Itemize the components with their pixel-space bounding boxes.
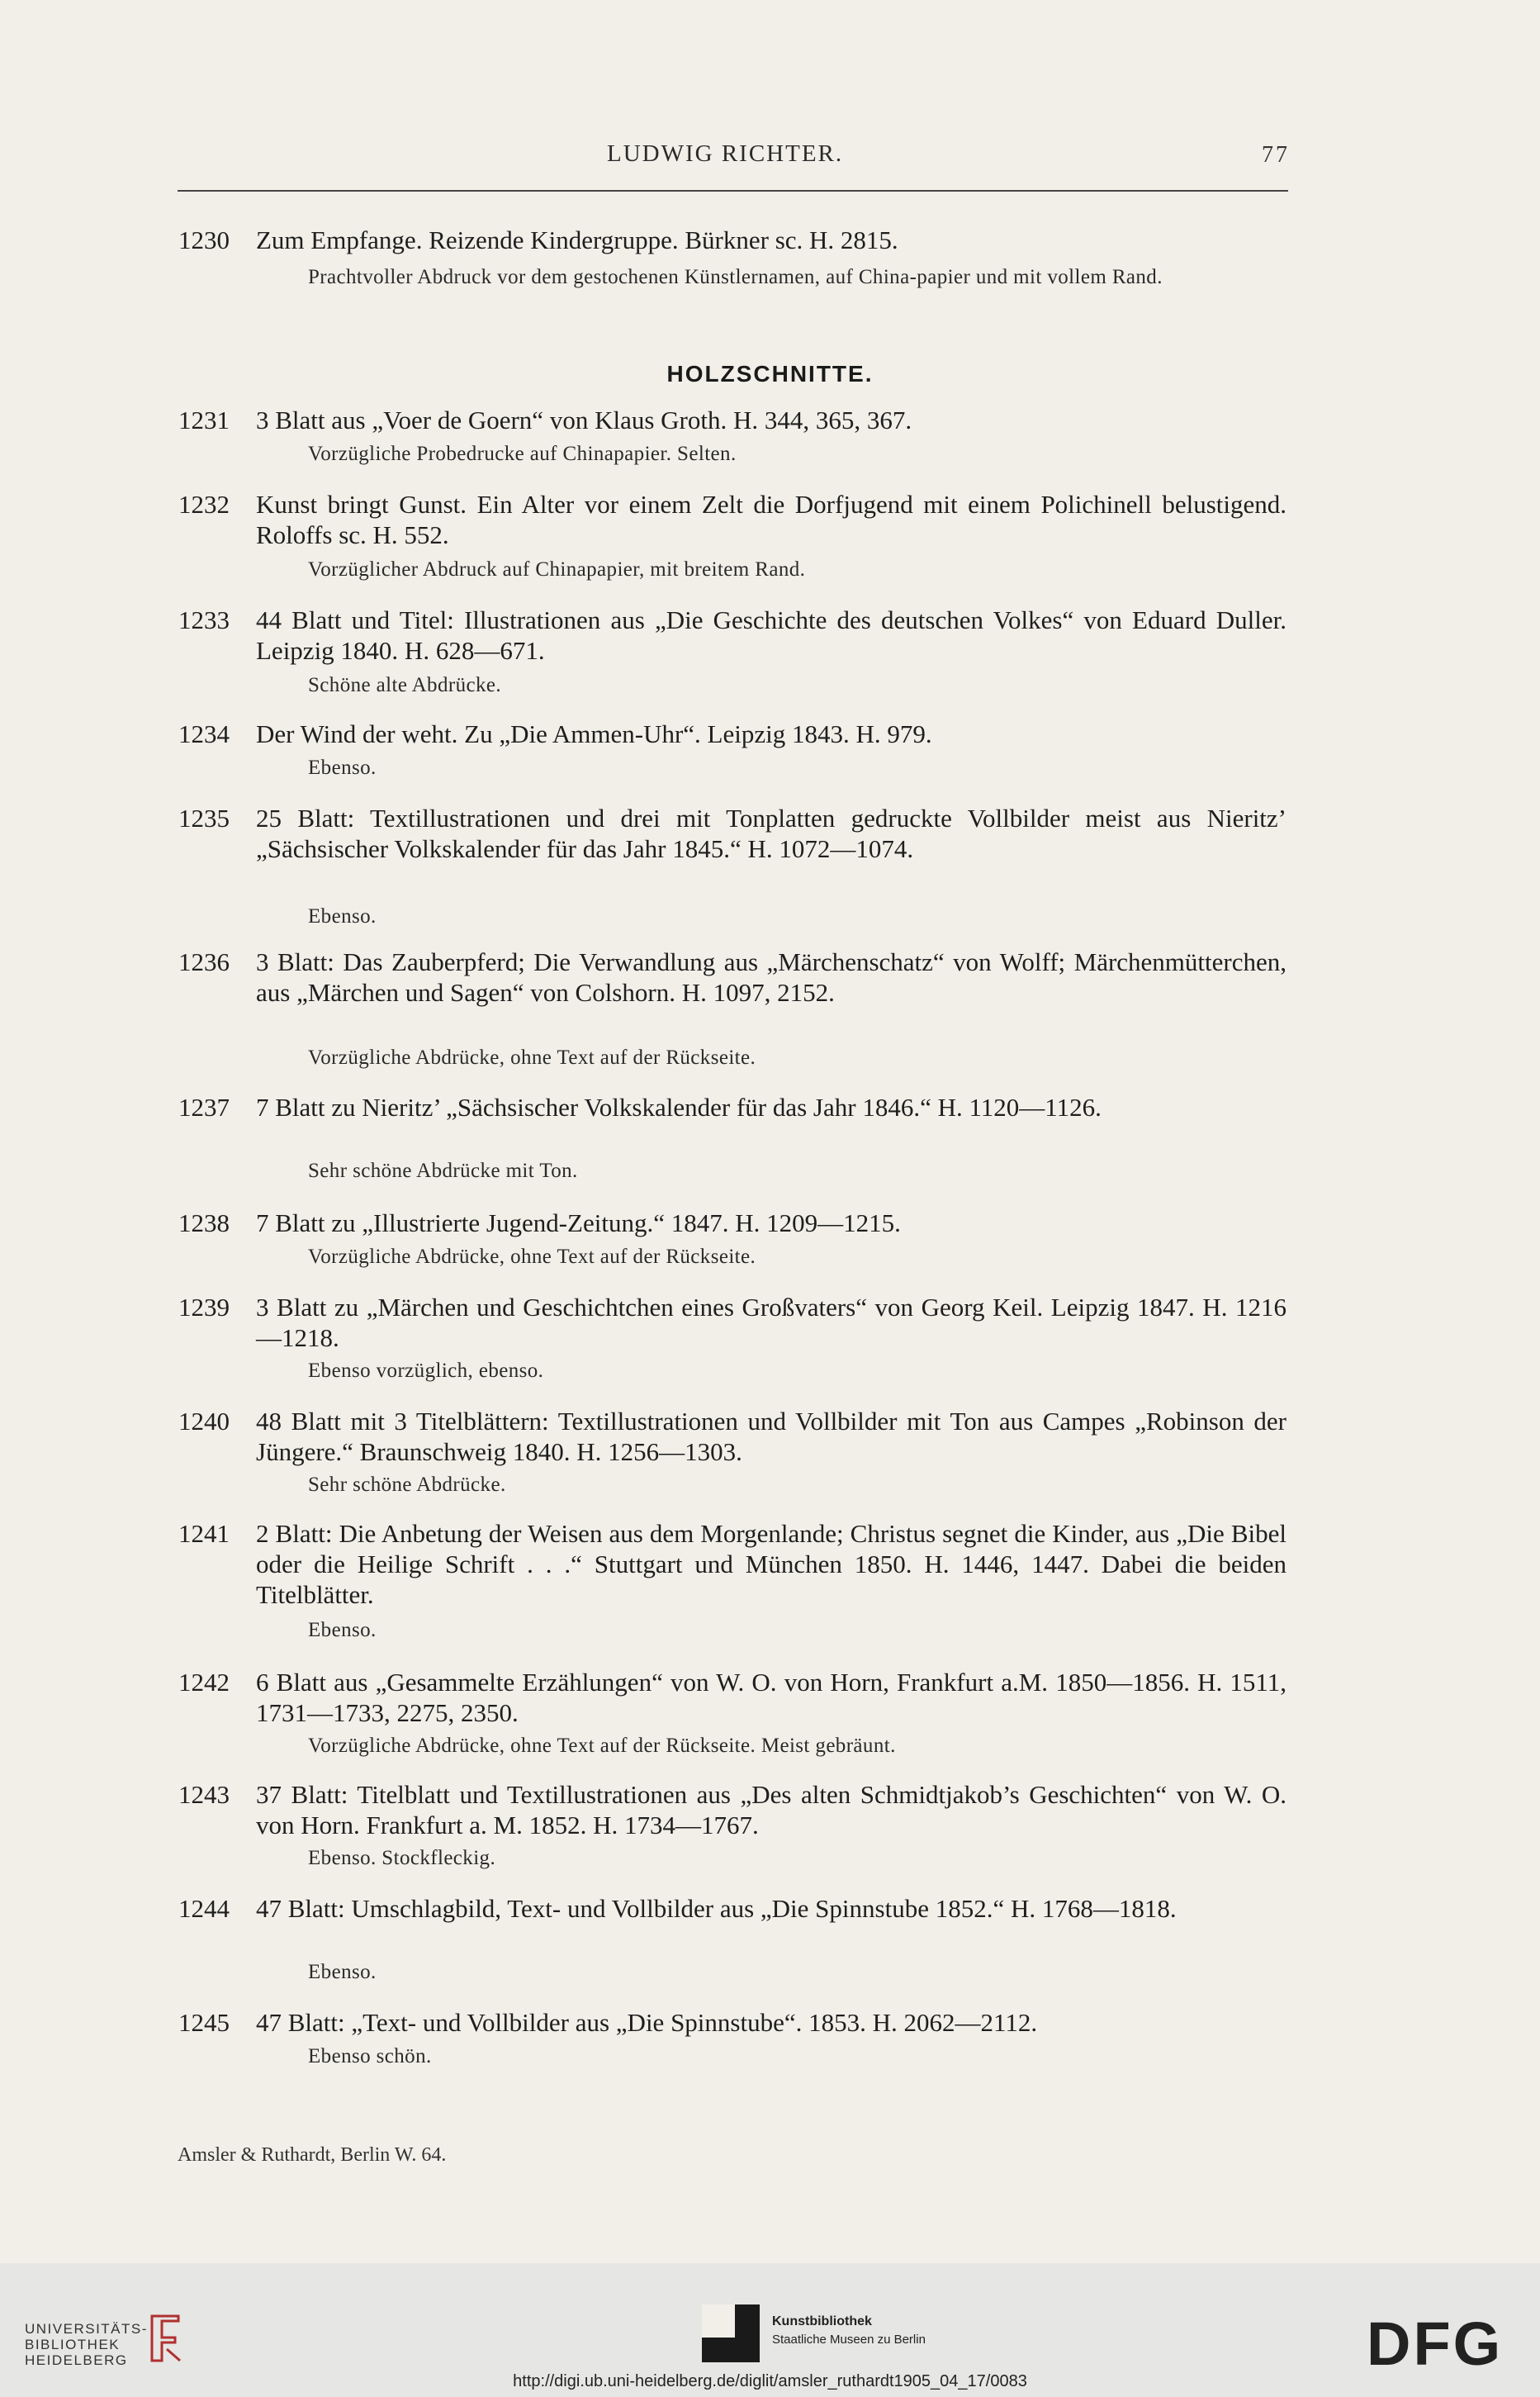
entry-note: Sehr schöne Abdrücke. [308, 1474, 506, 1496]
entry-text: Der Wind der weht. Zu „Die Ammen-Uhr“. Leipzig 1843. H. 979. [256, 719, 932, 748]
dfg-logo[interactable]: DFG [1367, 2309, 1504, 2378]
ub-heidelberg-logo-text[interactable] [25, 2321, 148, 2368]
kunstbibliothek-logo-icon [702, 2304, 760, 2362]
entry-note: Vorzügliche Abdrücke, ohne Text auf der Rückseite. [308, 1047, 756, 1069]
entry-number: 1241 [178, 1519, 230, 1548]
entry-note: Prachtvoller Abdruck vor dem gestochenen Künstlernamen, auf China-papier und mit vollem Rand. [308, 266, 1163, 288]
entry-text: 47 Blatt: „Text- und Vollbilder aus „Die Spinnstube“. 1853. H. 2062—2112. [256, 2008, 1038, 2037]
entry-note: Sehr schöne Abdrücke mit Ton. [308, 1160, 578, 1182]
entry-note: Vorzügliche Abdrücke, ohne Text auf der Rückseite. [308, 1246, 756, 1268]
entry-number: 1245 [178, 2008, 230, 2037]
entry-number: 1237 [178, 1093, 230, 1122]
ub-line-3: HEIDELBERG [25, 2352, 128, 2368]
ub-heidelberg-emblem-icon [145, 2313, 185, 2364]
entry-text: Zum Empfange. Reizende Kindergruppe. Bürkner sc. H. 2815. [256, 225, 898, 254]
entry-text: 48 Blatt mit 3 Titelblättern: Textillustrationen und Vollbilder mit Ton aus Campes „Robinson der Jüngere.“ Braunschweig 1840. H. 1256—1303. [256, 1407, 1286, 1466]
entry-number: 1240 [178, 1407, 230, 1436]
entry-number: 1236 [178, 947, 230, 976]
entry-number: 1235 [178, 804, 230, 833]
entry-number: 1231 [178, 406, 230, 434]
entry-note: Vorzüglicher Abdruck auf Chinapapier, mit breitem Rand. [308, 558, 806, 581]
running-title: LUDWIG RICHTER. [607, 140, 844, 167]
entry-text: Kunst bringt Gunst. Ein Alter vor einem Zelt die Dorfjugend mit einem Polichinell belustigend. Roloffs sc. H. 552. [256, 490, 1286, 549]
entry-number: 1243 [178, 1780, 230, 1809]
page-number: 77 [1262, 142, 1290, 168]
entry-text: 25 Blatt: Textillustrationen und drei mit Tonplatten gedruckte Vollbilder meist aus Nieritz’ „Sächsischer Volkskalender für das Jahr 1845.“ H. 1072—1074. [256, 804, 1286, 863]
kunstbibliothek-subtitle: Staatliche Museen zu Berlin [772, 2333, 926, 2347]
entry-number: 1232 [178, 490, 230, 519]
ub-line-2: BIBLIOTHEK [25, 2337, 121, 2352]
entry-text: 6 Blatt aus „Gesammelte Erzählungen“ von W. O. von Horn, Frankfurt a.M. 1850—1856. H. 1511, 1731—1733, 2275, 2350. [256, 1668, 1286, 1727]
entry-number: 1234 [178, 719, 230, 748]
entry-note: Ebenso schön. [308, 2045, 432, 2067]
entry-note: Ebenso. [308, 757, 377, 779]
entry-text: 47 Blatt: Umschlagbild, Text- und Vollbilder aus „Die Spinnstube 1852.“ H. 1768—1818. [256, 1894, 1177, 1923]
entry-text: 2 Blatt: Die Anbetung der Weisen aus dem Morgenlande; Christus segnet die Kinder, aus „Die Bibel oder die Heilige Schrift . . .“ Stuttgart und München 1850. H. 1446, 1447. Dabei die beiden Titelblätter. [256, 1519, 1286, 1609]
entry-text: 3 Blatt aus „Voer de Goern“ von Klaus Groth. H. 344, 365, 367. [256, 406, 912, 434]
entry-note: Ebenso. [308, 1619, 377, 1641]
entry-text: 37 Blatt: Titelblatt und Textillustrationen aus „Des alten Schmidtjakob’s Geschichten“ von W. O. von Horn. Frankfurt a. M. 1852. H. 1734—1767. [256, 1780, 1286, 1839]
entry-text: 7 Blatt zu „Illustrierte Jugend-Zeitung.“ 1847. H. 1209—1215. [256, 1208, 901, 1237]
kunstbibliothek-label[interactable] [772, 2313, 926, 2349]
ub-line-1: UNIVERSITÄTS- [25, 2321, 148, 2337]
publisher-imprint: Amsler & Ruthardt, Berlin W. 64. [178, 2144, 447, 2166]
entry-note: Ebenso vorzüglich, ebenso. [308, 1360, 544, 1382]
entry-note: Ebenso. [308, 1961, 377, 1983]
entry-number: 1230 [178, 225, 230, 254]
entry-text: 44 Blatt und Titel: Illustrationen aus „Die Geschichte des deutschen Volkes“ von Eduard Duller. Leipzig 1840. H. 628—671. [256, 605, 1286, 665]
kunstbibliothek-name: Kunstbibliothek [772, 2314, 872, 2328]
entry-text: 3 Blatt: Das Zauberpferd; Die Verwandlung aus „Märchenschatz“ von Wolff; Märchenmütterchen, aus „Märchen und Sagen“ von Colshorn. H. 1097, 2152. [256, 947, 1286, 1007]
entry-note: Ebenso. Stockfleckig. [308, 1847, 496, 1869]
entry-text: 3 Blatt zu „Märchen und Geschichtchen eines Großvaters“ von Georg Keil. Leipzig 1847. H. 1216—1218. [256, 1293, 1286, 1352]
entry-number: 1244 [178, 1894, 230, 1923]
entry-number: 1238 [178, 1208, 230, 1237]
entry-note: Ebenso. [308, 905, 377, 928]
section-heading: HOLZSCHNITTE. [666, 361, 874, 387]
running-header [0, 140, 1540, 173]
entry-number: 1239 [178, 1293, 230, 1322]
entry-note: Schöne alte Abdrücke. [308, 674, 502, 696]
header-rule [178, 190, 1288, 192]
entry-text: 7 Blatt zu Nieritz’ „Sächsischer Volkskalender für das Jahr 1846.“ H. 1120—1126. [256, 1093, 1102, 1122]
entry-number: 1242 [178, 1668, 230, 1697]
entry-note: Vorzügliche Abdrücke, ohne Text auf der Rückseite. Meist gebräunt. [308, 1735, 896, 1757]
entry-note: Vorzügliche Probedrucke auf Chinapapier. Selten. [308, 443, 737, 465]
source-url-link[interactable]: http://digi.ub.uni-heidelberg.de/diglit/amsler_ruthardt1905_04_17/0083 [513, 2372, 1027, 2390]
entry-number: 1233 [178, 605, 230, 634]
